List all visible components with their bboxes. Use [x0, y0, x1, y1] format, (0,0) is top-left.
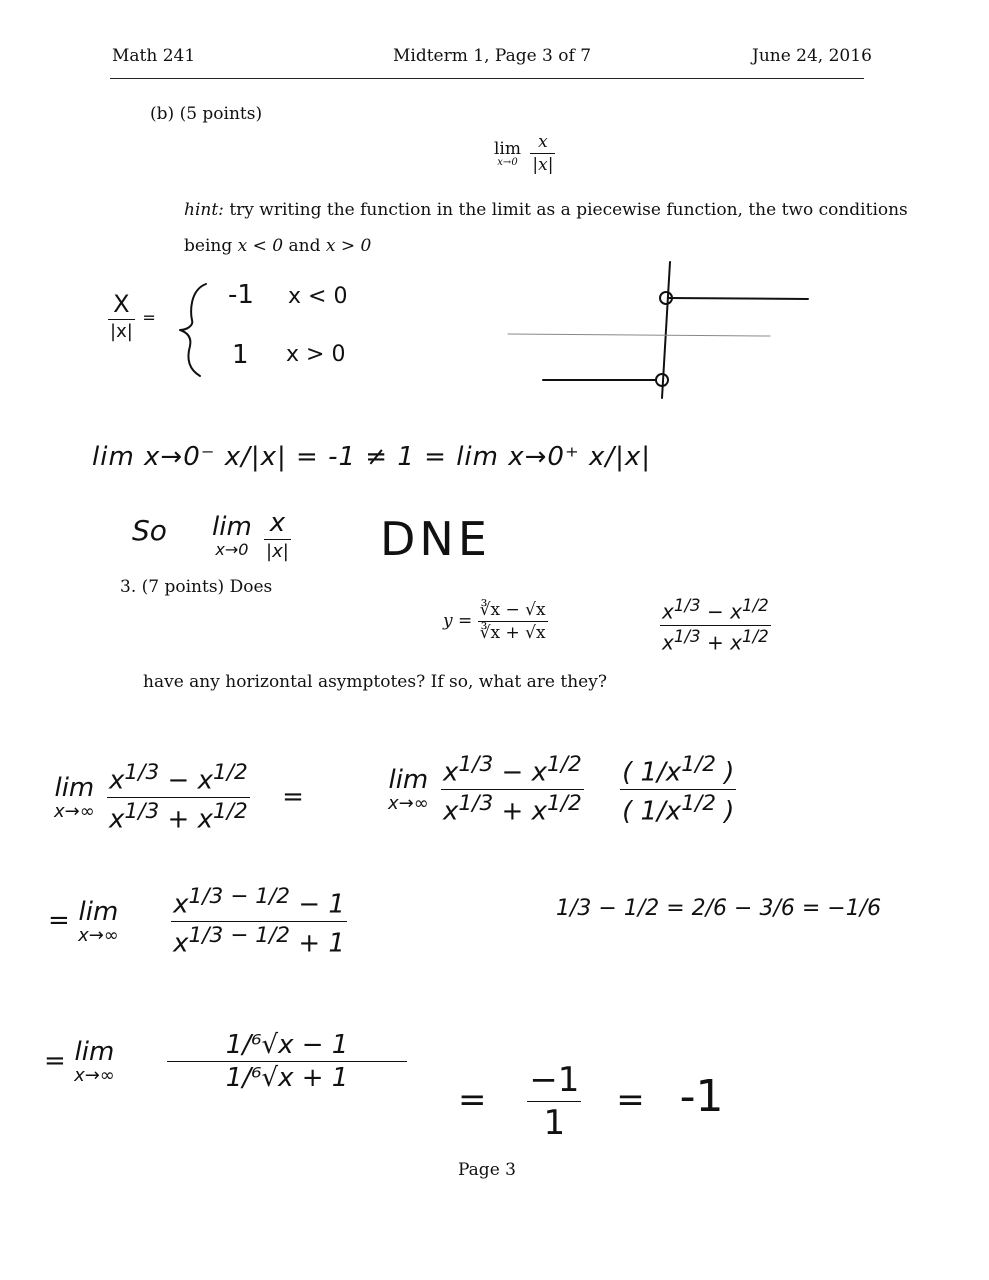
graph-upper-branch — [668, 298, 808, 299]
lim-word: lim — [494, 139, 521, 159]
q3-label: 3. — [120, 577, 137, 597]
hw-answer: -1 — [679, 1071, 724, 1122]
course-name: Math 241 — [112, 46, 196, 66]
hw-piece2-value: 1 — [232, 340, 249, 370]
hint-and: and — [288, 236, 321, 256]
hw-limit-infty-3: = lim x→∞ $\frac{x^{1/3 - 1/2} - 1}{x^{1/3 - 1/2} + 1}$ — [48, 884, 345, 959]
hint-cond-1: x < 0 — [237, 236, 284, 256]
hw-one-sided-limits: lim x→0⁻ x/|x| = -1 ≠ 1 = lim x→0⁺ x/|x| — [92, 442, 651, 472]
q3-does: Does — [229, 577, 273, 597]
hw-limit-infty-4: = lim x→∞ $\frac{\text{1/⁶√x − 1}}{\text{1/⁶√x + 1}}$ — [44, 1030, 407, 1093]
hint-label: hint: — [184, 200, 224, 220]
piecewise-brace — [180, 284, 206, 376]
graph-x-axis — [508, 334, 770, 336]
hw-exponent-calc: 1/3 − 1/2 = 2/6 − 3/6 = −1/6 — [556, 896, 882, 921]
q3-points: (7 points) — [141, 577, 225, 597]
exam-date: June 24, 2016 — [752, 46, 872, 66]
q3-denominator: ∛x + √x — [479, 623, 546, 643]
hw-piece2-condition: x > 0 — [286, 342, 346, 367]
hint-cond-2: x > 0 — [325, 236, 372, 256]
hw-piece1-value: -1 — [228, 280, 254, 310]
hw-limit-infty-2: lim x→∞ $\frac{x^{1/3} - x^{1/2}}{x^{1/3} + x^{1/2}}$ $\frac{( 1/x^{1/2} )}{( 1/x^{1/2} )}$ — [388, 752, 735, 827]
hw-final: = $\frac{-1}{1}$ = -1 — [458, 1060, 724, 1143]
hw-so-limit: lim x→0 $\frac{x}{|x|}$ — [212, 508, 289, 562]
hw-piecewise-lhs: $\frac{X}{|x|}$ = — [110, 290, 156, 342]
hint-being: being — [184, 236, 233, 256]
hw-piece1-condition: x < 0 — [288, 284, 348, 309]
q3-question: have any horizontal asymptotes? If so, what are they? — [143, 672, 607, 692]
q3-y-equals: y = — [443, 611, 473, 631]
part-b-points: (5 points) — [179, 104, 263, 124]
hint-text: try writing the function in the limit as a piecewise function, the two conditions — [229, 200, 908, 220]
exam-title: Midterm 1, Page 3 of 7 — [393, 46, 592, 66]
lim-subscript: x→0 — [497, 157, 518, 168]
q3-numerator: ∛x − √x — [479, 600, 546, 620]
hw-limit-infty-1: lim x→∞ $\frac{x^{1/3} - x^{1/2}}{x^{1/3} + x^{1/2}}$ = — [54, 760, 304, 835]
part-b-label: (b) — [150, 104, 175, 124]
hw-dne: DNE — [380, 512, 491, 566]
fraction-denominator: |x| — [532, 155, 554, 175]
fraction-numerator: x — [538, 132, 548, 152]
hw-lhs-den: |x| — [110, 321, 133, 342]
page-number: Page 3 — [458, 1160, 516, 1180]
hw-so: So — [132, 514, 167, 547]
graph-y-axis — [662, 262, 670, 398]
hw-rewrite: $\frac{x^{1/3} - x^{1/2}}{x^{1/3} + x^{1/2}}$ — [662, 596, 769, 655]
hw-lhs-num: X — [113, 290, 130, 318]
